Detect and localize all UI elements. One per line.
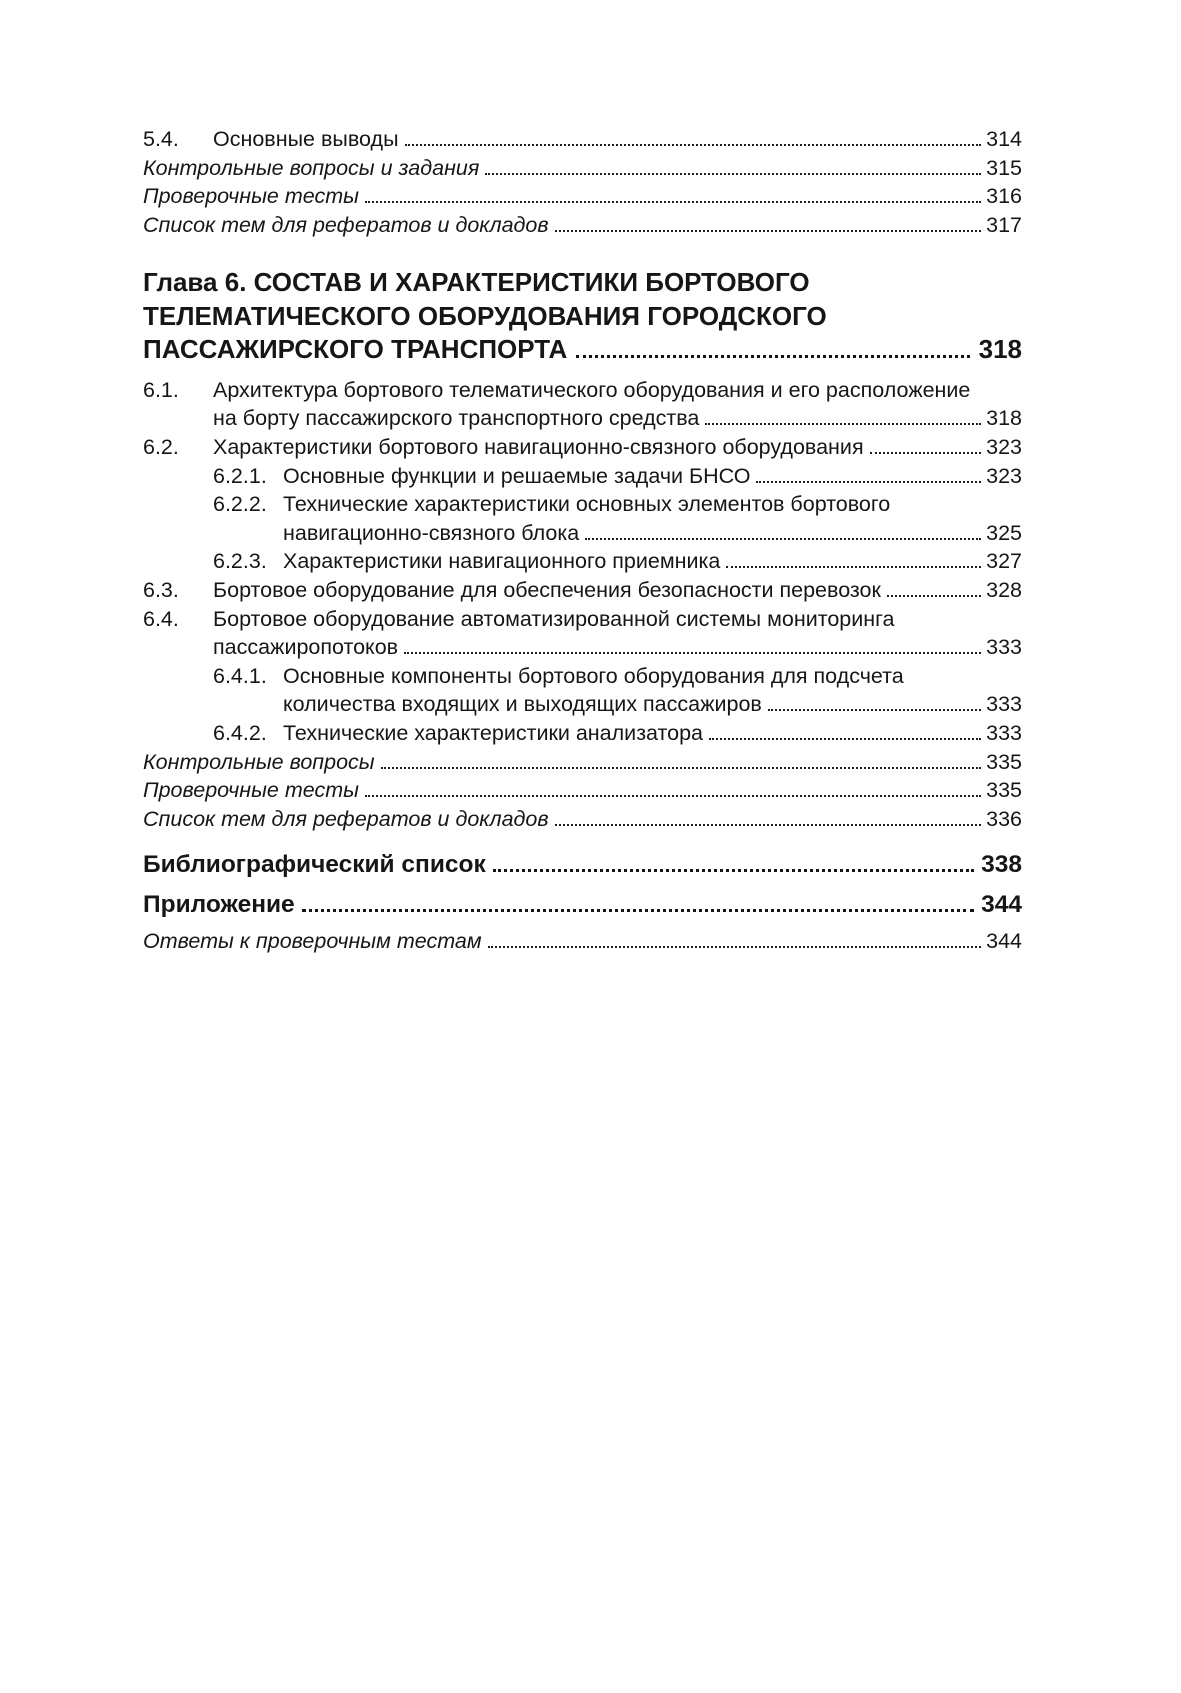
toc-entry-label: Список тем для рефератов и докладов: [143, 806, 549, 831]
toc-number: 6.3.: [143, 578, 179, 603]
page-number: 335: [986, 749, 1022, 774]
toc-entry-label: Библиографический список: [143, 851, 486, 879]
toc-entry-label: Приложение: [143, 891, 295, 919]
page-number: 327: [986, 549, 1022, 574]
toc-entry-label: Основные компоненты бортового оборудования для подсчета: [283, 663, 904, 688]
toc-row: [143, 519, 1022, 548]
page-number: 323: [986, 463, 1022, 488]
toc-entry-label: на борту пассажирского транспортного средства: [213, 406, 700, 431]
toc-entry-label: Бортовое оборудование для обеспечения безопасности перевозок: [213, 578, 881, 603]
toc-row: [143, 404, 1022, 433]
toc-entry-label: Ответы к проверочным тестам: [143, 929, 482, 954]
toc-number: 6.2.3.: [213, 549, 267, 574]
toc-row: [143, 633, 1022, 662]
toc-row-answers: [143, 927, 1022, 956]
toc-row: [143, 576, 1022, 605]
dot-leader: [576, 355, 969, 358]
chapter-heading-line-2: ТЕЛЕМАТИЧЕСКОГО ОБОРУДОВАНИЯ ГОРОДСКОГО: [143, 300, 827, 331]
toc-number: 6.2.: [143, 435, 179, 460]
page-number: 317: [986, 212, 1022, 237]
page-number: 325: [986, 520, 1022, 545]
toc-entry-label: Список тем для рефератов и докладов: [143, 212, 549, 237]
dot-leader: [555, 230, 982, 232]
dot-leader: [488, 946, 982, 948]
toc-number: 6.4.: [143, 606, 179, 631]
page-number: 333: [986, 692, 1022, 717]
page-number: 315: [986, 155, 1022, 180]
toc-row: [143, 182, 1022, 211]
toc-entry-label: Характеристики бортового навигационно-связного оборудования: [213, 435, 864, 460]
dot-leader: [756, 481, 981, 483]
dot-leader: [705, 423, 981, 425]
toc-row: [143, 776, 1022, 805]
toc-entry-label: навигационно-связного блока: [283, 520, 580, 545]
page-number: 333: [986, 635, 1022, 660]
page-number: 318: [986, 406, 1022, 431]
toc-entry-label: Основные выводы: [213, 127, 399, 151]
toc-entry-label: Технические характеристики основных элементов бортового: [283, 492, 891, 517]
page-number: 338: [981, 851, 1022, 879]
chapter-heading: [143, 266, 1022, 367]
toc-row: [143, 433, 1022, 462]
toc-row: [143, 462, 1022, 491]
dot-leader: [870, 452, 982, 454]
page-number: 344: [986, 929, 1022, 954]
toc-row: [143, 605, 1022, 634]
toc-row: [143, 662, 1022, 691]
toc-row: [143, 376, 1022, 405]
toc-entry-label: Технические характеристики анализатора: [283, 721, 704, 745]
dot-leader: [404, 652, 981, 654]
toc-entry-label: количества входящих и выходящих пассажиров: [283, 692, 762, 717]
toc-row: [143, 154, 1022, 183]
chapter-heading-line-1: Глава 6. СОСТАВ И ХАРАКТЕРИСТИКИ БОРТОВОГО: [143, 267, 810, 298]
dot-leader: [726, 566, 981, 568]
toc-row: [143, 719, 1022, 748]
toc-entry-label: Контрольные вопросы: [143, 749, 375, 774]
dot-leader: [887, 595, 981, 597]
page-number: 344: [981, 891, 1022, 919]
dot-leader: [555, 824, 982, 826]
toc-row: [143, 805, 1022, 834]
dot-leader: [493, 869, 974, 872]
page-number: 314: [986, 127, 1022, 151]
toc-row-appendix: [143, 889, 1022, 920]
toc-entry-label: Проверочные тесты: [143, 184, 359, 209]
toc-number: 6.4.2.: [213, 721, 267, 745]
toc-row: [143, 690, 1022, 719]
toc-number: 5.4.: [143, 127, 179, 151]
dot-leader: [585, 538, 981, 540]
dot-leader: [302, 909, 974, 912]
page-number: 323: [986, 435, 1022, 460]
dot-leader: [768, 709, 981, 711]
toc-number: 6.4.1.: [213, 663, 267, 688]
toc-row: [143, 211, 1022, 240]
toc-entry-label: Характеристики навигационного приемника: [283, 549, 721, 574]
toc-row: [143, 490, 1022, 519]
page-number: 333: [986, 721, 1022, 745]
dot-leader: [709, 738, 981, 740]
toc-entry-label: пассажиропотоков: [213, 635, 399, 660]
chapter-heading-line-3: ПАССАЖИРСКОГО ТРАНСПОРТА 318: [143, 333, 1022, 367]
toc-row-bibliography: [143, 849, 1022, 880]
toc-number: 6.2.2.: [213, 492, 267, 517]
dot-leader: [365, 201, 981, 203]
toc-row: [143, 125, 1022, 154]
toc-row: [143, 547, 1022, 576]
page-number: 335: [986, 778, 1022, 803]
page-number: 318: [978, 334, 1022, 365]
dot-leader: [405, 144, 982, 146]
toc-row: [143, 748, 1022, 777]
dot-leader: [485, 173, 981, 175]
toc-entry-label: Проверочные тесты: [143, 778, 359, 803]
dot-leader: [365, 795, 981, 797]
toc-entry-label: Бортовое оборудование автоматизированной системы мониторинга: [213, 606, 895, 631]
toc-entry-label: Основные функции и решаемые задачи БНСО: [283, 463, 751, 488]
toc-number: 6.2.1.: [213, 463, 267, 488]
page-number: 316: [986, 184, 1022, 209]
page-number: 336: [986, 806, 1022, 831]
dot-leader: [381, 767, 982, 769]
page-number: 328: [986, 578, 1022, 603]
toc-entry-label: Контрольные вопросы и задания: [143, 155, 480, 180]
toc-entry-label: Архитектура бортового телематического оборудования и его расположение: [213, 377, 971, 402]
toc-number: 6.1.: [143, 377, 179, 402]
